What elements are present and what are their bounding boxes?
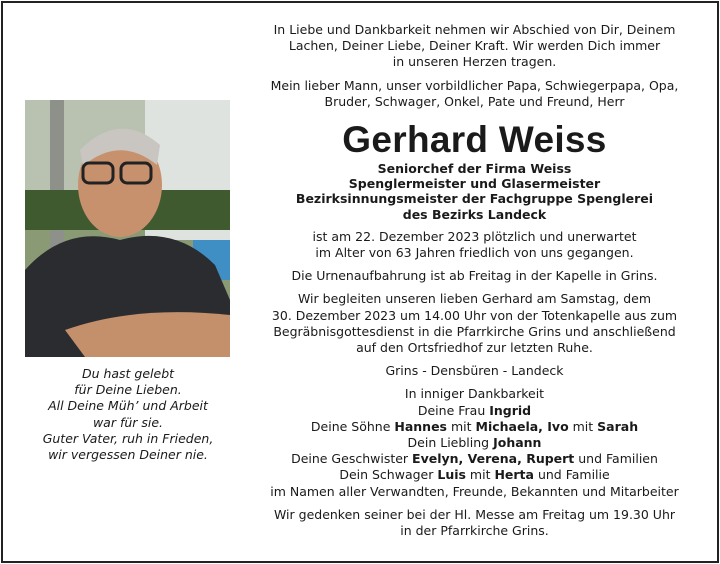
relations-line: Bruder, Schwager, Onkel, Pate und Freund, Herr	[324, 93, 625, 109]
family-siblings: Deine Geschwister Evelyn, Verena, Rupert und Familien	[291, 451, 658, 467]
family-darling: Dein Liebling Johann	[407, 435, 542, 451]
title-line: Bezirksinnungsmeister der Fachgruppe Spenglerei	[295, 191, 654, 207]
poem-line: wir vergessen Deiner nie.	[48, 447, 208, 463]
gratitude-line: In inniger Dankbarkeit	[404, 386, 545, 402]
funeral-line: Wir begleiten unseren lieben Gerhard am Samstag, dem	[297, 291, 652, 307]
title-line: Seniorchef der Firma Weiss	[377, 161, 572, 177]
title-line: Spenglermeister und Glasermeister	[348, 176, 601, 192]
poem-line: Du hast gelebt	[81, 366, 175, 381]
places-line: Grins - Densbüren - Landeck	[385, 363, 564, 379]
title-line: des Bezirks Landeck	[402, 206, 547, 222]
family-brother-in-law: Dein Schwager Luis mit Herta und Familie	[339, 467, 610, 483]
intro-line: Lachen, Deiner Liebe, Deiner Kraft. Wir werden Dich immer	[288, 38, 661, 54]
mass-line: Wir gedenken seiner bei der Hl. Messe am Freitag um 19.30 Uhr	[273, 506, 676, 522]
obituary-text	[262, 22, 687, 539]
funeral-line: auf den Ortsfriedhof zur letzten Ruhe.	[356, 340, 593, 356]
poem-line: war für sie.	[92, 414, 164, 430]
poem-line: Guter Vater, ruh in Frieden,	[42, 430, 214, 446]
family-all: im Namen aller Verwandten, Freunde, Bekannten und Mitarbeiter	[270, 483, 679, 499]
relations-line: Mein lieber Mann, unser vorbildlicher Papa, Schwiegerpapa, Opa,	[270, 77, 679, 93]
poem-line: All Deine Müh’ und Arbeit	[48, 398, 208, 414]
urn-line: Die Urnenaufbahrung ist ab Freitag in der Kapelle in Grins.	[291, 268, 658, 284]
deceased-name: Gerhard Weiss	[342, 119, 607, 161]
poem	[22, 366, 234, 463]
funeral-line: 30. Dezember 2023 um 14.00 Uhr von der Totenkapelle aus zum	[271, 307, 678, 323]
family-wife: Deine Frau Ingrid	[417, 402, 532, 418]
mass-line: in der Pfarrkirche Grins.	[400, 523, 549, 539]
portrait-photo	[25, 100, 230, 357]
death-line: ist am 22. Dezember 2023 plötzlich und unerwartet	[312, 228, 637, 244]
funeral-line: Begräbnisgottesdienst in die Pfarrkirche Grins und anschließend	[273, 323, 676, 339]
family-sons: Deine Söhne Hannes mit Michaela, Ivo mit Sarah	[310, 418, 639, 434]
intro-line: in unseren Herzen tragen.	[392, 54, 557, 70]
death-line: im Alter von 63 Jahren friedlich von uns gegangen.	[315, 245, 634, 261]
intro-line: In Liebe und Dankbarkeit nehmen wir Abschied von Dir, Deinem	[273, 22, 676, 37]
poem-line: für Deine Lieben.	[74, 382, 182, 398]
portrait-image	[25, 100, 230, 357]
